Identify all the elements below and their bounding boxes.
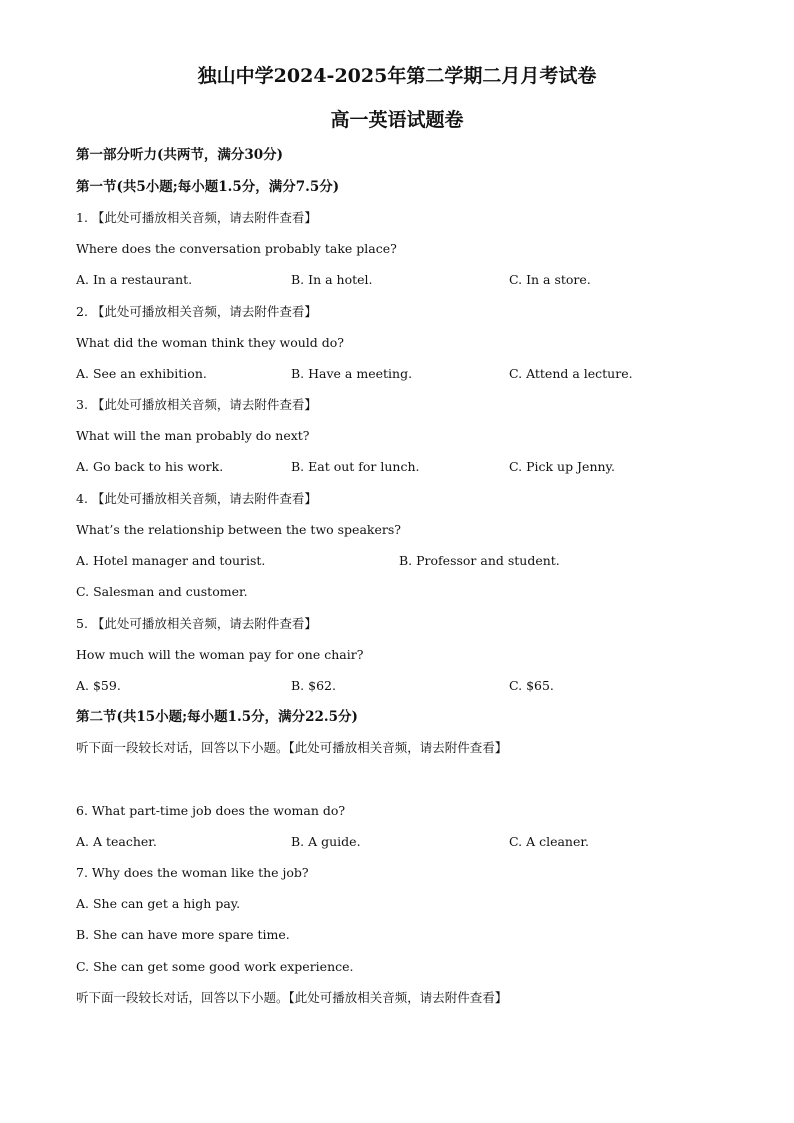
q4-option-a: A. Hotel manager and tourist.: [76, 553, 266, 568]
q5-option-b: B. $62.: [291, 678, 336, 693]
exam-title: 独山中学2024-2025年第二学期二月月考试卷: [197, 65, 597, 87]
q5-option-a: A. $59.: [76, 678, 121, 693]
q2-stem: What did the woman think they would do?: [76, 335, 344, 350]
q3-option-b: B. Eat out for lunch.: [291, 459, 420, 474]
q4-option-b: B. Professor and student.: [399, 553, 560, 568]
dialogue-intro-2: 听下面一段较长对话，回答以下小题。【此处可播放相关音频，请去附件查看】: [76, 990, 508, 1005]
q1-stem: Where does the conversation probably take place?: [76, 241, 397, 256]
q2-option-c: C. Attend a lecture.: [509, 366, 633, 381]
section1-heading: 第一节(共5小题;每小题1.5分，满分7.5分): [76, 179, 340, 195]
q2-option-b: B. Have a meeting.: [291, 366, 413, 381]
q1-option-c: C. In a store.: [509, 272, 591, 287]
q3-option-a: A. Go back to his work.: [76, 459, 224, 474]
q5-option-c: C. $65.: [509, 678, 554, 693]
q6-option-a: A. A teacher.: [76, 834, 157, 849]
q1-audio-note: 1. 【此处可播放相关音频，请去附件查看】: [76, 210, 317, 225]
q1-option-a: A. In a restaurant.: [76, 272, 193, 287]
q5-stem: How much will the woman pay for one chair?: [76, 647, 364, 662]
section2-heading: 第二节(共15小题;每小题1.5分，满分22.5分): [76, 709, 358, 725]
exam-subtitle: 高一英语试题卷: [330, 109, 464, 131]
q6-option-c: C. A cleaner.: [509, 834, 589, 849]
dialogue-intro-1: 听下面一段较长对话，回答以下小题。【此处可播放相关音频，请去附件查看】: [76, 740, 508, 755]
q6-option-b: B. A guide.: [291, 834, 361, 849]
q3-stem: What will the man probably do next?: [76, 428, 310, 443]
q3-audio-note: 3. 【此处可播放相关音频，请去附件查看】: [76, 397, 317, 412]
q4-audio-note: 4. 【此处可播放相关音频，请去附件查看】: [76, 491, 317, 506]
q7-stem: 7. Why does the woman like the job?: [76, 865, 309, 880]
q4-option-c: C. Salesman and customer.: [76, 584, 248, 599]
q4-stem: What’s the relationship between the two speakers?: [76, 522, 401, 537]
q6-stem: 6. What part-time job does the woman do?: [76, 803, 346, 818]
q7-option-b: B. She can have more spare time.: [76, 927, 290, 942]
q7-option-a: A. She can get a high pay.: [76, 896, 241, 911]
q5-audio-note: 5. 【此处可播放相关音频，请去附件查看】: [76, 616, 317, 631]
q2-option-a: A. See an exhibition.: [76, 366, 207, 381]
q7-option-c: C. She can get some good work experience.: [76, 959, 354, 974]
q1-option-b: B. In a hotel.: [291, 272, 373, 287]
q3-option-c: C. Pick up Jenny.: [509, 459, 615, 474]
part1-heading: 第一部分听力(共两节，满分30分): [76, 147, 284, 163]
q2-audio-note: 2. 【此处可播放相关音频，请去附件查看】: [76, 304, 317, 319]
